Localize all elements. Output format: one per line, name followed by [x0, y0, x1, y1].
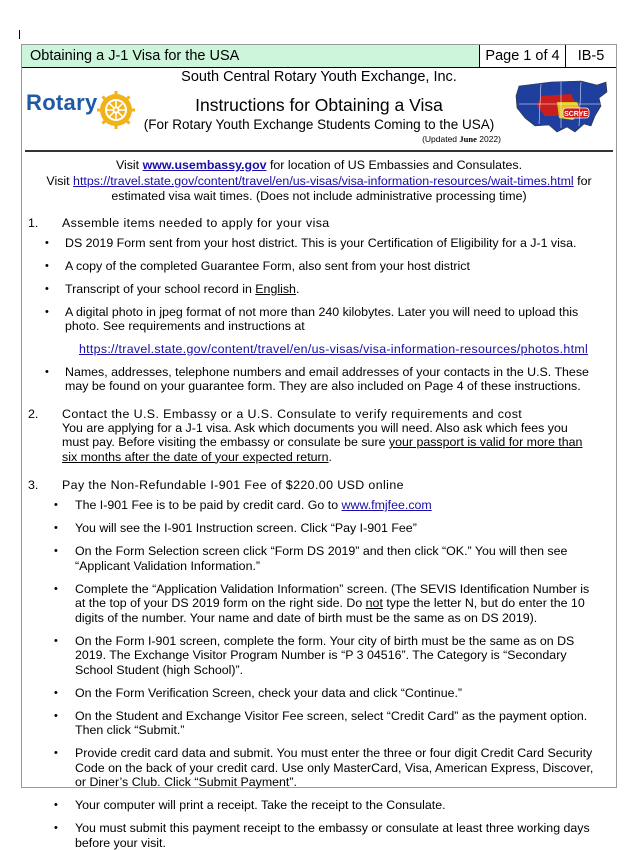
- updated-month: June: [459, 134, 477, 144]
- list-item: • On the Form Selection screen click “Form DS 2019” and then click “OK.” You will then see “Applicant Validation Information.”: [22, 544, 616, 573]
- scrye-usa-map-logo: [511, 76, 611, 138]
- section-2-heading: Contact the U.S. Embassy or a U.S. Consulate to verify requirements and cost: [62, 406, 523, 421]
- updated-prefix: (Updated: [422, 134, 460, 144]
- list-item: [22, 305, 616, 357]
- section-1-heading: Assemble items needed to apply for your visa: [62, 215, 330, 230]
- title-bar: [22, 45, 616, 68]
- section-3-heading: Pay the Non-Refundable I-901 Fee of $220.00 USD online: [62, 478, 404, 492]
- section-3-list: [22, 498, 616, 850]
- list-item: [22, 498, 616, 513]
- list-item-text: A digital photo in jpeg format of not more than 240 kilobytes. Later you will need to upload this photo. See requirements and instructions at: [65, 304, 579, 333]
- text-cursor: [19, 30, 20, 39]
- intro-block: [22, 158, 616, 205]
- rotary-logo-text: Rotary: [26, 90, 98, 115]
- section-1-list: [22, 236, 616, 394]
- section-3-number: 3.: [28, 478, 39, 492]
- list-item: • Names, addresses, telephone numbers and email addresses of your contacts in the U.S. These may be found on your guarantee form. They are also included on Page 4 of these instructions.: [22, 365, 616, 394]
- photo-requirements-link[interactable]: https://travel.state.gov/content/travel/en/us-visas/visa-information-resources/photos.html: [78, 341, 589, 356]
- intro-line-1-text: Visit: [115, 158, 143, 172]
- list-item-suffix: .: [295, 281, 300, 296]
- section-2-body: [22, 421, 616, 465]
- section-2-body-suffix: .: [328, 449, 332, 464]
- list-item: [22, 282, 616, 297]
- list-item-text: Transcript of your school record in: [65, 281, 256, 296]
- document-heading: Instructions for Obtaining a Visa: [195, 95, 443, 115]
- list-item-suffix: type the letter N, but do enter the 10 digits of the number. Your name and date of birth must be the same as on DS 2019).: [75, 596, 585, 625]
- section-2-number: 2.: [28, 406, 39, 421]
- page-number-cell: Page 1 of 4: [480, 45, 566, 67]
- header-divider: [25, 150, 613, 152]
- usembassy-link[interactable]: www.usembassy.gov: [142, 158, 267, 172]
- section-2: [22, 407, 616, 465]
- list-item-text: The I-901 Fee is to be paid by credit card. Go to: [75, 498, 342, 512]
- list-item: • You will see the I-901 Instruction screen. Click “Pay I-901 Fee”: [22, 521, 616, 536]
- document-page: [21, 44, 617, 850]
- list-item: • DS 2019 Form sent from your host district. This is your Certification of Eligibility for a J-1 visa.: [22, 236, 616, 251]
- section-2-body-text: You are applying for a J-1 visa. Ask which documents you will need. Also ask which fees you must pay. Before visiting the embassy or consulate be sure: [62, 420, 568, 449]
- document-code-cell: IB-5: [577, 48, 605, 64]
- list-item-text: Complete the “Application Validation Information” screen. (The SEVIS Identification Number is at the top of your DS 2019 form on the right side. Do: [75, 581, 590, 610]
- updated-date: [422, 134, 501, 144]
- document-header: [22, 68, 616, 144]
- section-1-number: 1.: [28, 215, 39, 230]
- updated-suffix: 2022): [476, 134, 501, 144]
- section-1: [22, 216, 616, 394]
- list-item: • A copy of the completed Guarantee Form, also sent from your host district: [22, 259, 616, 274]
- wait-times-link[interactable]: https://travel.state.gov/content/travel/en/us-visas/visa-information-resources/wait-times.html: [73, 173, 574, 188]
- scrye-logo-text: SCRYE: [564, 111, 588, 118]
- list-item: • Provide credit card data and submit. You must enter the three or four digit Credit Card Security Code on the back of your credit card. Use only MasterCard, Visa, American Express, Discover, or Diner’s Club. Click “Submit Payment”.: [22, 746, 616, 790]
- list-item: • On the Form Verification Screen, check your data and click “Continue.”: [22, 686, 616, 701]
- list-item-underlined: not: [365, 596, 383, 610]
- intro-line-2-text: Visit: [46, 173, 74, 188]
- intro-line-2-suffix: for estimated visa wait times. (Does not include administrative processing time): [111, 173, 592, 203]
- list-item: • On the Student and Exchange Visitor Fee screen, select “Credit Card” as the payment option. Then click “Submit.”: [22, 709, 616, 738]
- document-subheading: (For Rotary Youth Exchange Students Coming to the USA): [143, 117, 495, 132]
- intro-line-1: [42, 158, 596, 174]
- fmjfee-link[interactable]: www.fmjfee.com: [341, 498, 432, 512]
- intro-line-1-suffix: for location of US Embassies and Consulates.: [266, 158, 523, 172]
- list-item-underlined: English: [255, 281, 296, 296]
- list-item: • On the Form I-901 screen, complete the form. Your city of birth must be the same as on DS 2019. The Exchange Visitor Program Number is “P 3 04516”. The Category is “Secondary School Student (high School)”.: [22, 634, 616, 678]
- section-2-underlined: your passport is valid for more than six months after the date of your expected return: [62, 435, 583, 464]
- section-3: [22, 478, 616, 850]
- list-item: • You must submit this payment receipt to the embassy or consulate at least three working days before your visit.: [22, 821, 616, 850]
- document-title-cell: Obtaining a J-1 Visa for the USA: [22, 45, 480, 67]
- intro-line-2: [42, 174, 596, 205]
- organization-name: South Central Rotary Youth Exchange, Inc.: [181, 69, 457, 85]
- list-item: [22, 582, 616, 626]
- list-item: • Your computer will print a receipt. Take the receipt to the Consulate.: [22, 798, 616, 813]
